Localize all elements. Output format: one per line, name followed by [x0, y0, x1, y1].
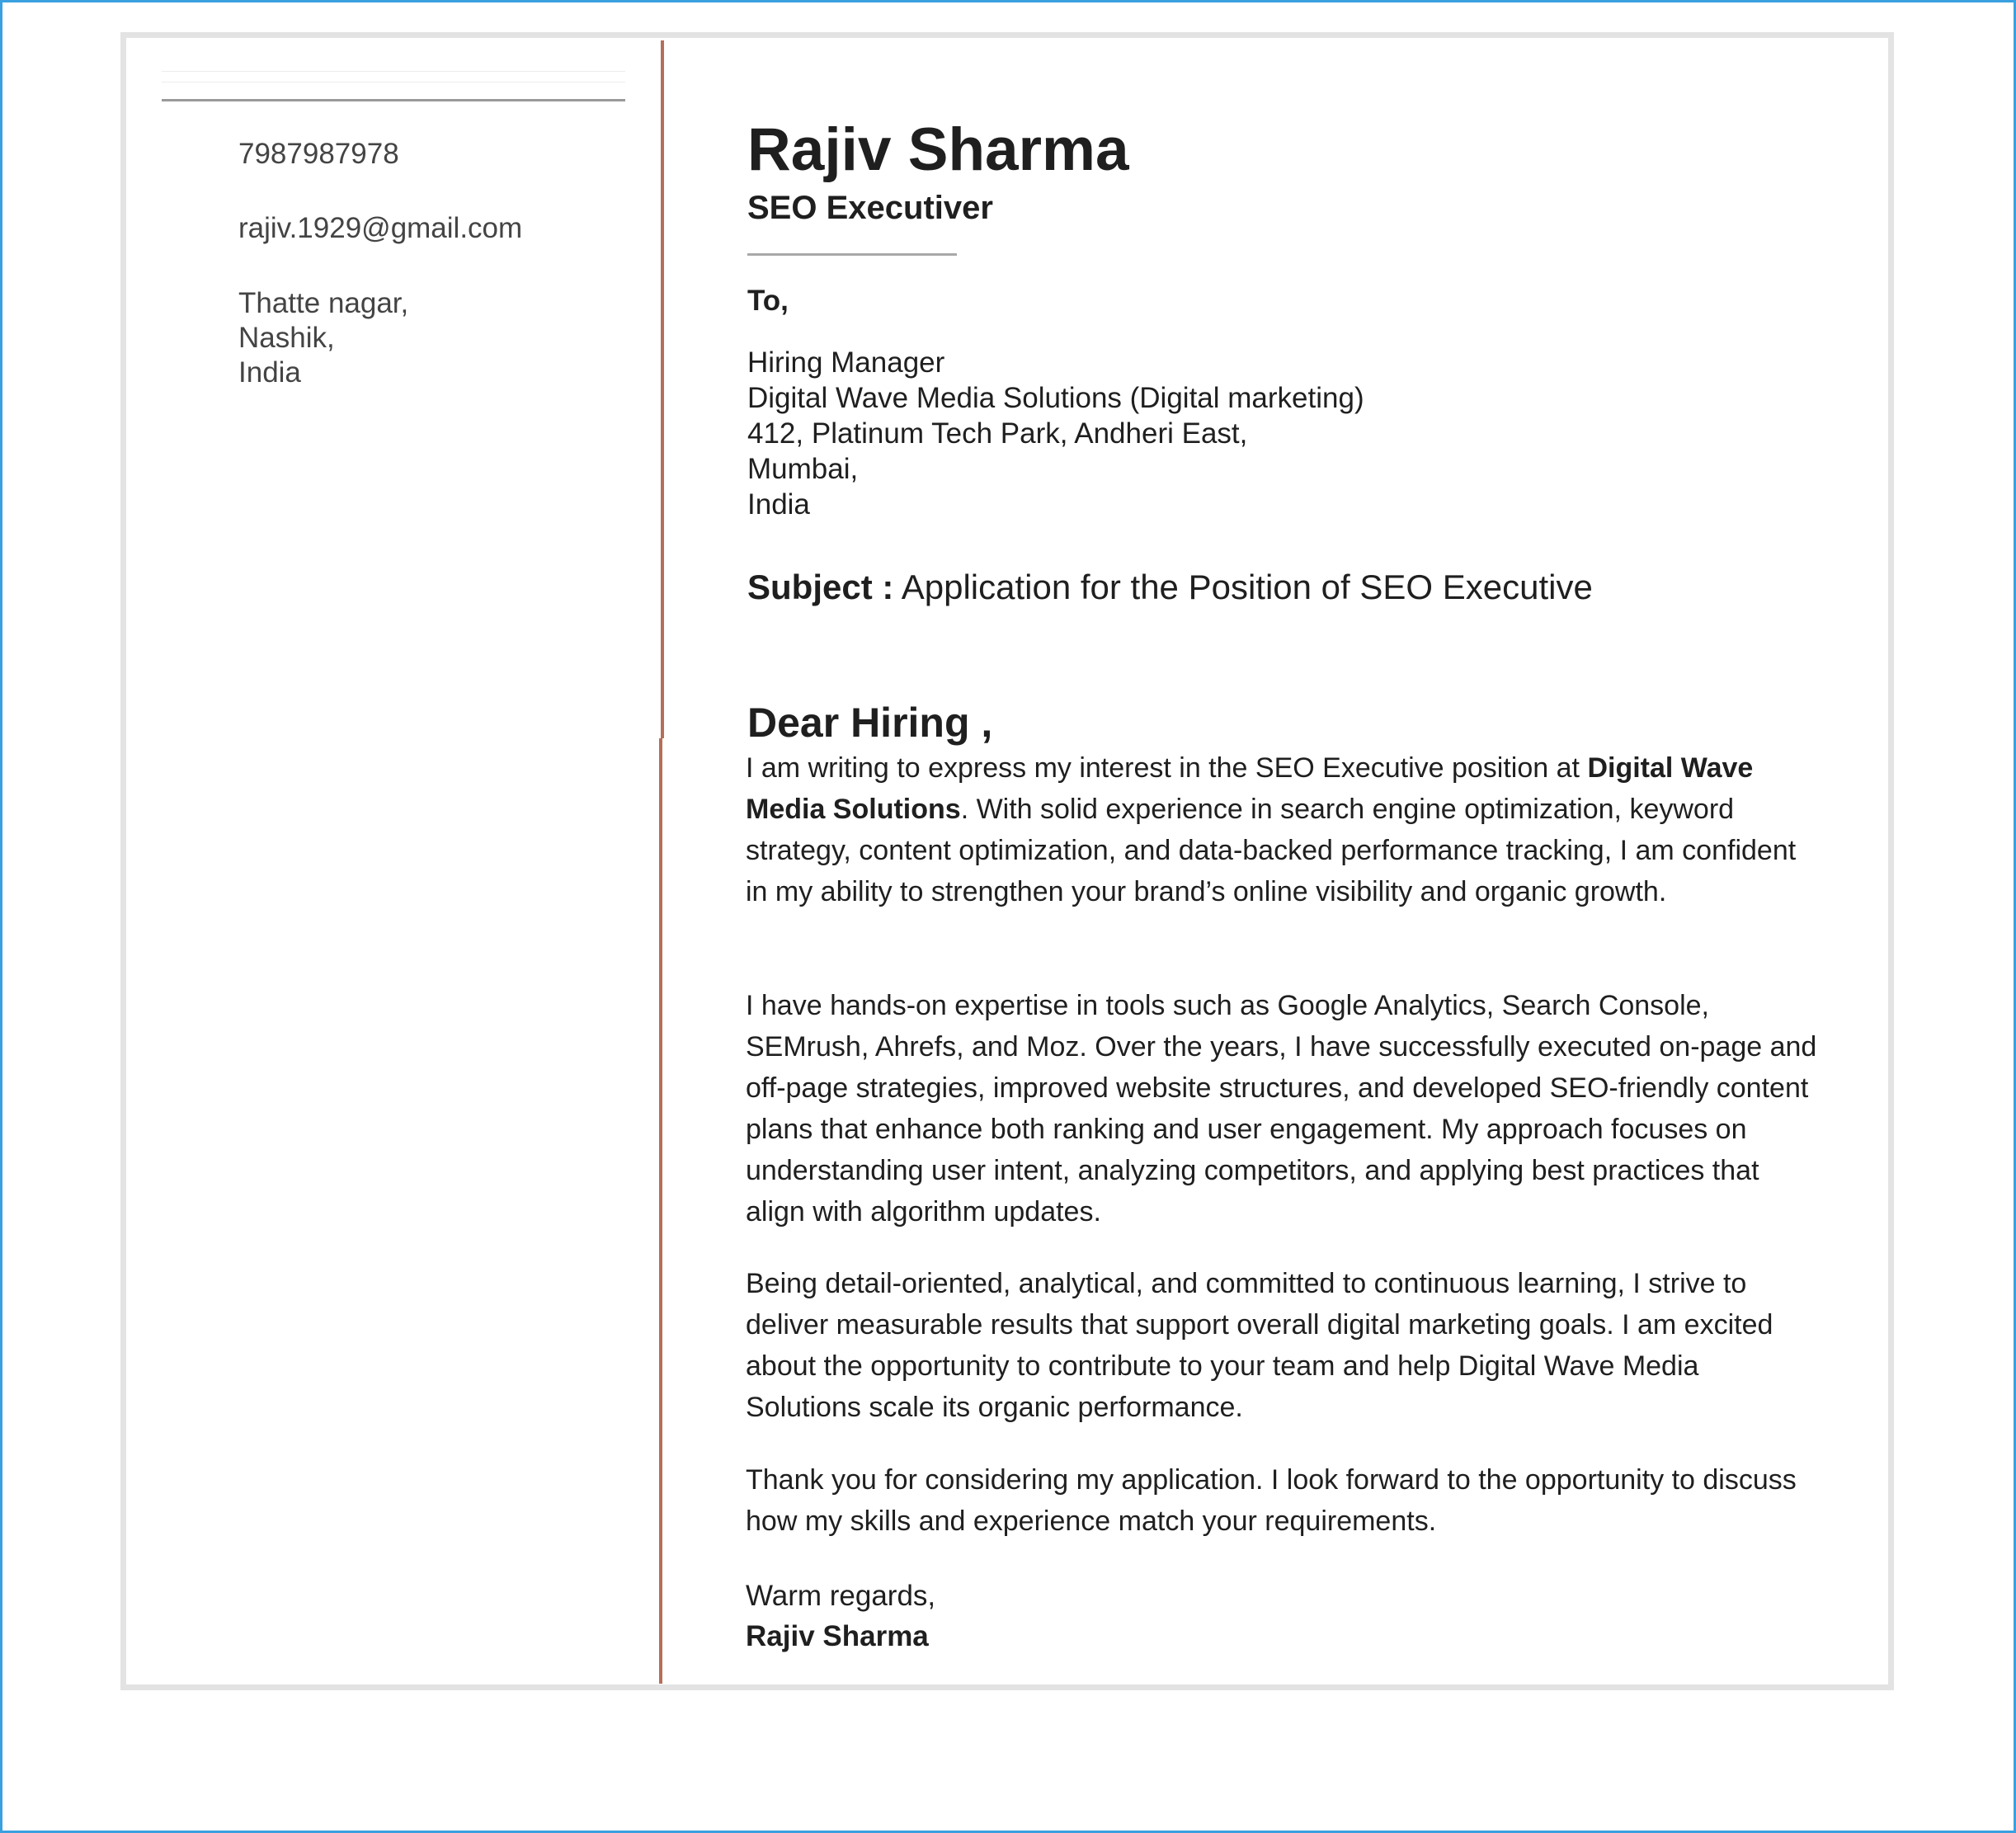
sender-name: Rajiv Sharma: [747, 116, 1129, 183]
contact-email: rajiv.1929@gmail.com: [238, 212, 523, 244]
signature: Rajiv Sharma: [746, 1620, 929, 1652]
paragraph-4: Thank you for considering my application. I look forward to the opportunity to discuss how my skills and experience match your requirements.: [746, 1464, 1797, 1537]
paragraph-1-intro: I am writing to express my interest in the SEO Executive position at: [746, 752, 1588, 784]
contact-address: Thatte nagar, Nashik, India: [238, 287, 409, 389]
sidebar-top-rule: [162, 71, 625, 82]
recipient-line: 412, Platinum Tech Park, Andheri East,: [747, 417, 1248, 450]
job-title: SEO Executiver: [747, 190, 993, 226]
paragraph-1-rest: . With solid experience in search engine optimization, keyword strategy, content optimization, and data-backed performance tracking, I am confident in my ability to strengthen your brand’s online visibility and organic growth.: [746, 794, 1797, 907]
recipient-line: Hiring Manager: [747, 346, 945, 379]
contact-phone: 7987987978: [238, 138, 399, 170]
subject-line: [747, 568, 1593, 607]
sidebar-rule: [162, 99, 625, 101]
column-divider-lower: [659, 738, 662, 1684]
paragraph-1: [746, 747, 1818, 912]
paragraph-3: Being detail-oriented, analytical, and committed to continuous learning, I strive to deliver measurable results that support overall digital marketing goals. I am excited about the opportunity to contribute to your team and help Digital Wave Media Solutions scale its organic performance.: [746, 1268, 1773, 1423]
recipient-line: Mumbai,: [747, 453, 859, 485]
recipient-address: [747, 345, 1364, 522]
title-rule: [747, 253, 957, 256]
subject-label: Subject :: [747, 568, 894, 606]
to-label: To,: [747, 285, 789, 317]
company-name: Digital Wave Media Solutions: [746, 752, 1754, 825]
closing-block: [746, 1576, 935, 1656]
paragraph-2: I have hands-on expertise in tools such as Google Analytics, Search Console, SEMrush, Ahrefs, and Moz. Over the years, I have successfully executed on-page and off-page strategies, improved website structures, and developed SEO-friendly content plans that enhance both ranking and user engagement. My approach focuses on understanding user intent, analyzing competitors, and applying best practices that align with algorithm updates.: [746, 990, 1817, 1227]
column-divider: [661, 40, 664, 738]
subject-text: Application for the Position of SEO Executive: [893, 568, 1593, 606]
recipient-line: India: [747, 488, 810, 521]
greeting: Dear Hiring ,: [747, 700, 993, 746]
closing-text: Warm regards,: [746, 1580, 936, 1612]
recipient-line: Digital Wave Media Solutions (Digital marketing): [747, 382, 1364, 414]
